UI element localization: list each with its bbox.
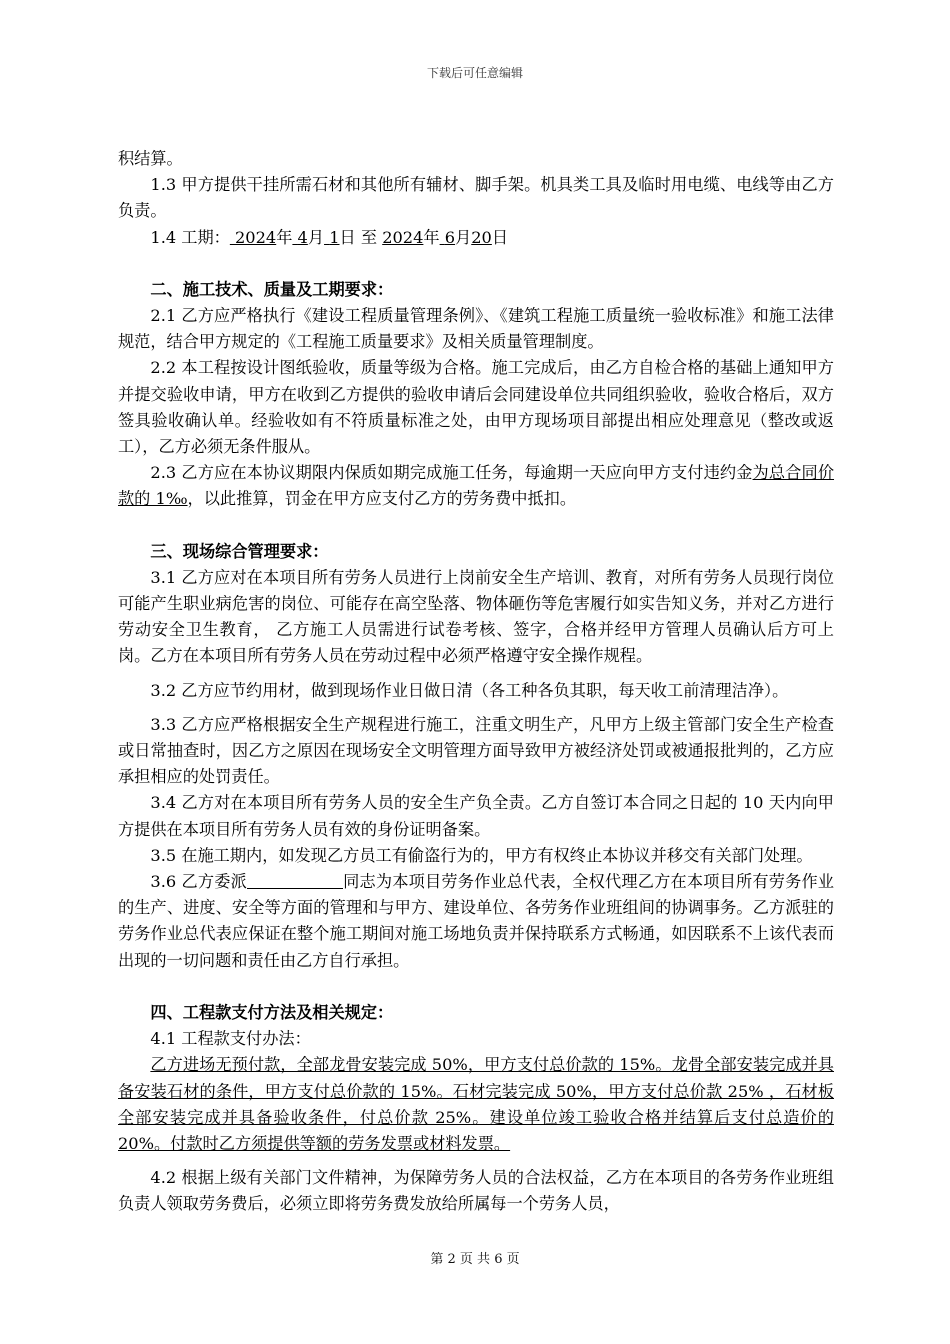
start-year: 2024 bbox=[235, 227, 277, 247]
clause-3-1: 3.1 乙方应对在本项目所有劳务人员进行上岗前安全生产培训、教育，对所有劳务人员现行岗位可能产生职业病危害的岗位、可能存在高空坠落、物体砸伤等危害履行如实告知义务，并对乙方进行劳动安全卫生教育， 乙方施工人员需进行试卷考核、签字，合格并经甲方管理人员确认后方可上岗。乙方在本项目所有劳务人员在劳动过程中必须严格遵守安全操作规程。 bbox=[118, 567, 834, 666]
clause-2-2: 2.2 本工程按设计图纸验收，质量等级为合格。施工完成后，由乙方自检合格的基础上通知甲方并提交验收申请，甲方在收到乙方提供的验收申请后会同建设单位共同组织验收，验收合格后，双方签具验收确认单。经验收如有不符质量标准之处，由甲方现场项目部提出相应处理意见（整改或返工），乙方必须无条件服从。 bbox=[118, 358, 834, 457]
clause-3-4: 3.4 乙方对在本项目所有劳务人员的安全生产负全责。乙方自签订本合同之日起的 10 天内向甲方提供在本项目所有劳务人员有效的身份证明备案。 bbox=[118, 793, 834, 839]
clause-1-4: 1.4 工期： 2024年 4月 1日 至 2024年 6月20日 bbox=[150, 227, 509, 247]
clause-3-6: 3.6 乙方委派 同志为本项目劳务作业总代表，全权代理乙方在本项目所有劳务作业的生产、进度、安全等方面的管理和与甲方、建设单位、各劳务作业班组间的协调事务。乙方派驻的劳务作业总代表应保证在整个施工期间对施工场地负责并保持联系方式畅通，如因联系不上该代表而出现的一切问题和责任由乙方自行承担。 bbox=[118, 872, 834, 970]
page-header: 下载后可任意编辑 bbox=[426, 66, 523, 80]
clause-3-5: 3.5 在施工期内，如发现乙方员工有偷盗行为的，甲方有权终止本协议并移交有关部门处理。 bbox=[150, 845, 813, 865]
paragraph-continuation: 积结算。 bbox=[118, 149, 183, 168]
clause-1-4-label: 1.4 工期： bbox=[150, 227, 230, 247]
start-month: 4 bbox=[297, 227, 308, 247]
penalty-rate: 为总合同价款的 1‰ bbox=[118, 463, 835, 509]
clause-3-3: 3.3 乙方应严格根据安全生产规程进行施工，注重文明生产，凡甲方上级主管部门安全生产检查或日常抽查时，因乙方之原因在现场安全文明管理方面导致甲方被经济处罚或被通报批判的，乙方应承担相应的处罚责任。 bbox=[118, 714, 834, 787]
document-body bbox=[118, 146, 834, 1218]
representative-name-blank bbox=[247, 872, 343, 889]
section-2-title: 二、施工技术、质量及工期要求： bbox=[150, 279, 394, 299]
start-day: 1 bbox=[329, 227, 340, 247]
end-month: 6 bbox=[444, 227, 456, 247]
end-day: 20 bbox=[471, 227, 492, 247]
payment-terms: 乙方进场无预付款，全部龙骨安装完成 50%，甲方支付总价款的 15%。龙骨全部安装完成并具备安装石材的条件，甲方支付总价款的 15%。石材完装完成 50%，甲方支付总价款 25% ，石材板全部安装完成并具备验收条件，付总价款 25%。建设单位竣工验收合格并结算后支付总造价的 20%。付款时乙方须提供等额的劳务发票或材料发票。 bbox=[118, 1055, 834, 1153]
end-year: 2024 bbox=[382, 227, 424, 247]
section-3-title: 三、现场综合管理要求： bbox=[150, 541, 329, 561]
page-footer: 第 2 页 共 6 页 bbox=[430, 1252, 520, 1267]
clause-4-1: 4.1 工程款支付办法： bbox=[150, 1029, 311, 1049]
clause-1-3: 1.3 甲方提供干挂所需石材和其他所有辅材、脚手架。机具类工具及临时用电缆、电线等由乙方负责。 bbox=[118, 175, 834, 221]
section-4-title: 四、工程款支付方法及相关规定： bbox=[150, 1002, 394, 1022]
clause-2-1: 2.1 乙方应严格执行《建设工程质量管理条例》、《建筑工程施工质量统一验收标准》和施工法律规范，结合甲方规定的《工程施工质量要求》及相关质量管理制度。 bbox=[118, 306, 834, 352]
clause-3-2: 3.2 乙方应节约用材，做到现场作业日做日清（各工种各负其职，每天收工前清理洁净）。 bbox=[150, 680, 789, 700]
clause-2-3: 2.3 乙方应在本协议期限内保质如期完成施工任务，每逾期一天应向甲方支付违约金为总合同价款的 1‰，以此推算，罚金在甲方应支付乙方的劳务费中抵扣。 bbox=[118, 463, 835, 509]
clause-4-2: 4.2 根据上级有关部门文件精神，为保障劳务人员的合法权益，乙方在本项目的各劳务作业班组负责人领取劳务费后，必须立即将劳务费发放给所属每一个劳务人员， bbox=[118, 1168, 834, 1214]
